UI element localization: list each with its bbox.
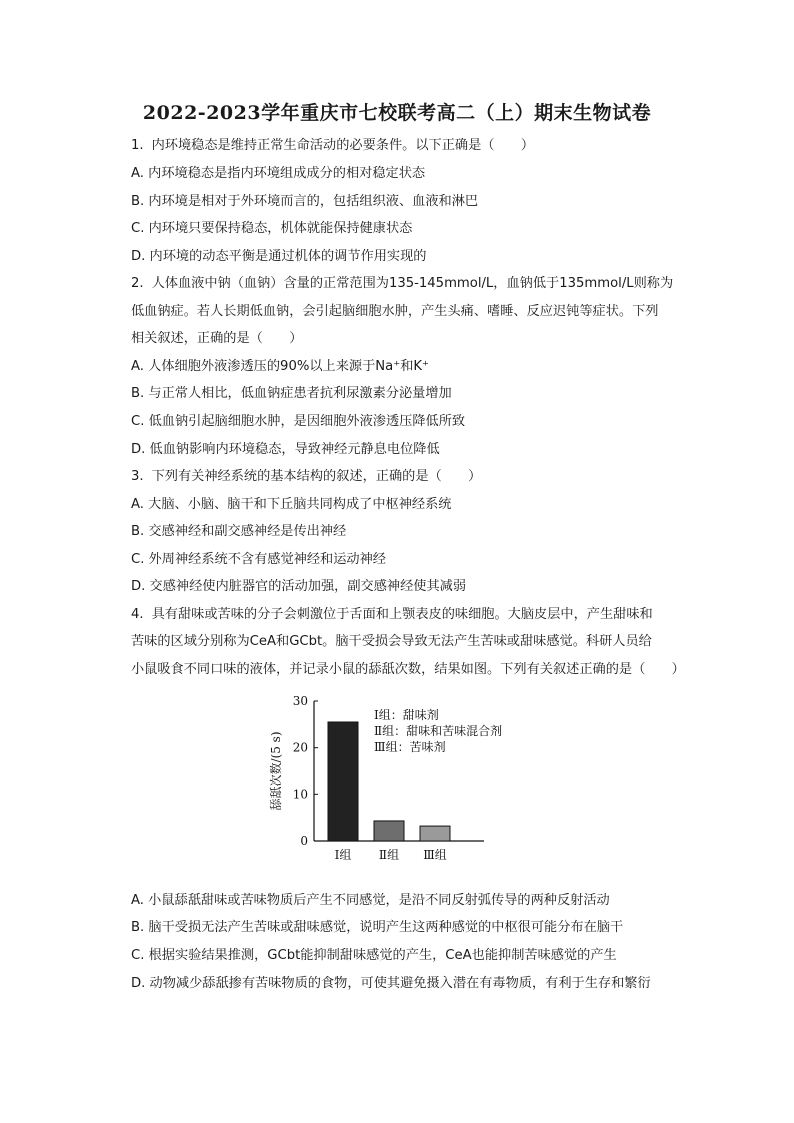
stem-text: 具有甜味或苦味的分子会刺激位于舌面和上颚表皮的味细胞。大脑皮层中，产生甜味和 <box>151 607 653 622</box>
x-tick-label: Ⅲ组 <box>423 848 447 862</box>
question-4-stem-line2: 苦味的区域分别称为CeA和GCbt。脑干受损会导致无法产生苦味或甜味感觉。科研人员给 <box>131 634 652 649</box>
question-2-stem <box>131 274 673 294</box>
x-tick-label: Ⅰ组 <box>334 848 352 862</box>
option-4b: B. 脑干受损无法产生苦味或甜味感觉，说明产生这两种感觉的中枢很可能分布在脑干 <box>131 920 624 935</box>
stem-text: 内环境稳态是维持正常生命活动的必要条件。以下正确是（ ） <box>151 138 535 153</box>
bar-3 <box>420 826 450 841</box>
question-1-stem <box>131 136 534 156</box>
question-number: 4. <box>131 607 144 622</box>
question-4-stem-line3: 小鼠吸食不同口味的液体，并记录小鼠的舔舐次数，结果如图。下列有关叙述正确的是（ ） <box>131 662 685 677</box>
bar-1 <box>328 722 358 841</box>
option-3d: D. 交感神经使内脏器官的活动加强，副交感神经使其减弱 <box>131 579 467 594</box>
option-4a: A. 小鼠舔舐甜味或苦味物质后产生不同感觉，是沿不同反射弧传导的两种反射活动 <box>131 893 610 908</box>
y-tick-label: 20 <box>292 740 308 755</box>
y-axis-label: 舔舐次数/(5 s) <box>269 731 283 811</box>
option-2b: B. 与正常人相比，低血钠症患者抗利尿激素分泌量增加 <box>131 386 452 401</box>
y-tick-label: 10 <box>292 787 308 802</box>
question-number: 1. <box>131 138 144 153</box>
question-2-stem-line2: 低血钠症。若人长期低血钠，会引起脑细胞水肿，产生头痛、嗜睡、反应迟钝等症状。下列 <box>131 304 659 319</box>
option-1b: B. 内环境是相对于外环境而言的，包括组织液、血液和淋巴 <box>131 194 479 209</box>
option-3c: C. 外周神经系统不含有感觉神经和运动神经 <box>131 552 386 567</box>
option-2c: C. 低血钠引起脑细胞水肿，是因细胞外液渗透压降低所致 <box>131 414 466 429</box>
option-1c: C. 内环境只要保持稳态，机体就能保持健康状态 <box>131 221 413 236</box>
legend-entry-3: Ⅲ组：苦味剂 <box>374 740 446 754</box>
x-tick-label: Ⅱ组 <box>378 848 400 862</box>
option-3a: A. 大脑、小脑、脑干和下丘脑共同构成了中枢神经系统 <box>131 497 452 512</box>
option-4d: D. 动物减少舔舐掺有苦味物质的食物，可使其避免摄入潜在有毒物质，有利于生存和繁衍 <box>131 976 651 991</box>
question-4-stem <box>131 605 653 625</box>
lick-count-bar-chart <box>264 688 544 873</box>
page-title: 2022-2023学年重庆市七校联考高二（上）期末生物试卷 <box>142 102 652 124</box>
legend-entry-1: Ⅰ组：甜味剂 <box>374 708 439 722</box>
legend-entry-2: Ⅱ组：甜味和苦味混合剂 <box>374 724 503 738</box>
question-number: 3. <box>131 469 144 484</box>
y-tick-label: 30 <box>292 694 308 708</box>
option-1d: D. 内环境的动态平衡是通过机体的调节作用实现的 <box>131 249 427 264</box>
question-number: 2. <box>131 276 144 291</box>
option-2d: D. 低血钠影响内环境稳态，导致神经元静息电位降低 <box>131 442 440 457</box>
stem-text: 人体血液中钠（血钠）含量的正常范围为135-145mmol/L，血钠低于135mmol/L则称为 <box>151 276 674 291</box>
stem-text: 下列有关神经系统的基本结构的叙述，正确的是（ ） <box>151 469 482 484</box>
bar-2 <box>374 821 404 841</box>
option-3b: B. 交感神经和副交感神经是传出神经 <box>131 524 347 539</box>
option-2a: A. 人体细胞外液渗透压的90%以上来源于Na⁺和K⁺ <box>131 359 429 374</box>
option-1a: A. 内环境稳态是指内环境组成成分的相对稳定状态 <box>131 166 426 181</box>
y-tick-label: 0 <box>300 834 308 848</box>
option-4c: C. 根据实验结果推测，GCbt能抑制甜味感觉的产生，CeA也能抑制苦味感觉的产生 <box>131 948 617 963</box>
question-2-stem-line3: 相关叙述，正确的是（ ） <box>131 331 303 346</box>
question-3-stem <box>131 467 481 487</box>
